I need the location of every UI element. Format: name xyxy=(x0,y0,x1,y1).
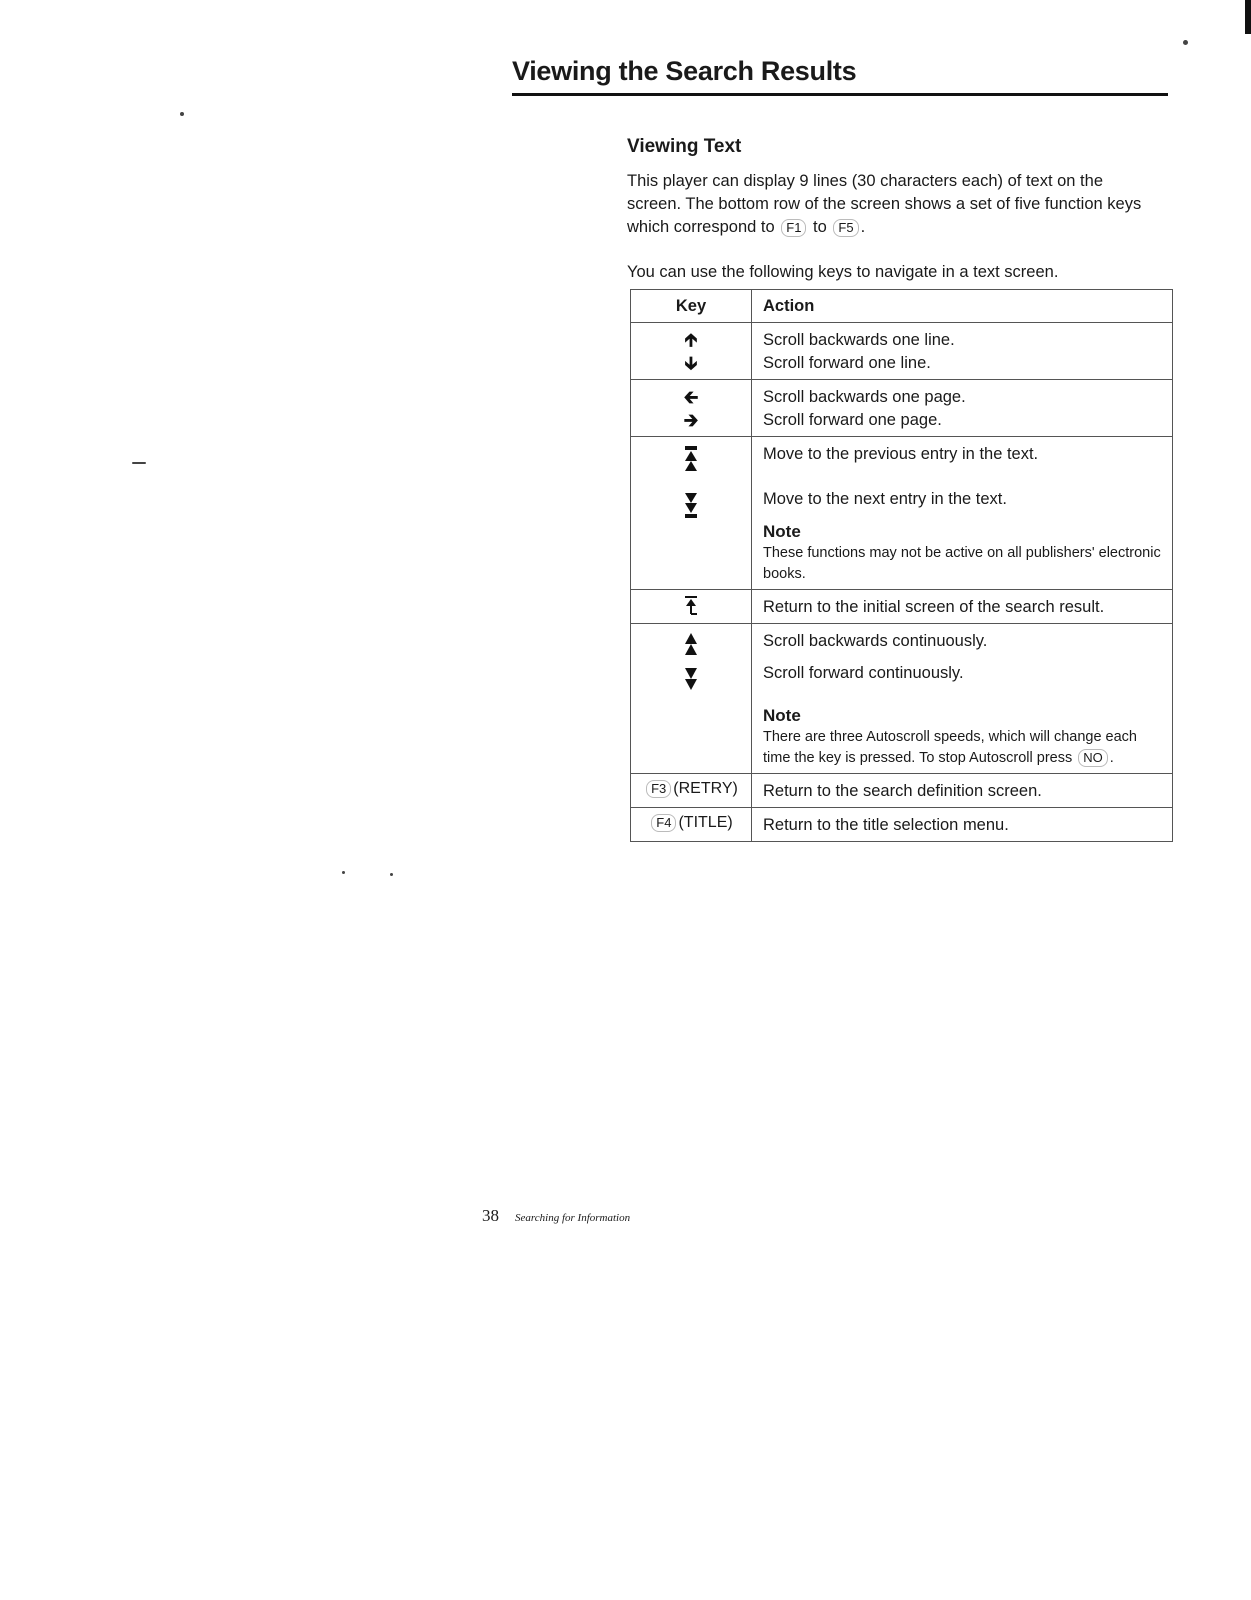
scan-speck xyxy=(1183,40,1188,45)
nav-intro: You can use the following keys to navigate in a text screen. xyxy=(627,263,1059,281)
arrow-down-icon: 🡳 xyxy=(684,353,698,373)
action-text: Move to the previous entry in the text. xyxy=(763,445,1039,463)
action-cell xyxy=(752,437,1173,590)
key-cell xyxy=(631,437,752,590)
note-title: Note xyxy=(763,706,801,725)
action-cell xyxy=(752,774,1173,808)
action-text: Scroll backwards one line. xyxy=(763,331,955,349)
title-label: (TITLE) xyxy=(678,814,733,831)
no-key-label: NO xyxy=(1078,749,1108,767)
key-action-table xyxy=(630,289,1173,842)
table-row xyxy=(631,624,1173,774)
autoscroll-up-icon xyxy=(684,632,698,658)
key-cell xyxy=(631,808,752,842)
return-initial-icon xyxy=(683,595,699,617)
retry-label: (RETRY) xyxy=(673,780,738,797)
note-text xyxy=(763,727,1164,769)
action-text: Scroll backwards continuously. xyxy=(763,632,988,650)
f3-key-label: F3 xyxy=(646,780,671,798)
autoscroll-down-icon xyxy=(684,666,698,692)
note-text-body: There are three Autoscroll speeds, which will change each time the key is pressed. To stop Autoscroll press xyxy=(763,729,1137,766)
footer-section: Searching for Information xyxy=(515,1212,631,1224)
table-row xyxy=(631,808,1173,842)
key-cell xyxy=(631,380,752,437)
section-title: Viewing Text xyxy=(627,136,742,157)
page-number: 38 xyxy=(482,1206,499,1225)
scan-speck xyxy=(132,462,146,464)
f5-key-label: F5 xyxy=(833,219,858,237)
f4-key-label: F4 xyxy=(651,814,676,832)
scan-speck xyxy=(180,112,184,116)
table-row xyxy=(631,380,1173,437)
note-end: . xyxy=(1109,750,1114,766)
action-text: Scroll forward one page. xyxy=(763,411,942,429)
intro-paragraph xyxy=(627,170,1147,239)
action-cell xyxy=(752,323,1173,380)
action-cell xyxy=(752,590,1173,624)
key-cell xyxy=(631,590,752,624)
table-row xyxy=(631,437,1173,590)
action-text: Move to the next entry in the text. xyxy=(763,490,1007,508)
action-text: Scroll forward one line. xyxy=(763,354,931,372)
arrow-up-icon: 🡱 xyxy=(684,330,698,350)
table-row xyxy=(631,323,1173,380)
action-text: Return to the search definition screen. xyxy=(763,782,1042,800)
key-cell xyxy=(631,624,752,774)
key-cell xyxy=(631,323,752,380)
key-column-header: Key xyxy=(631,290,752,323)
page-footer xyxy=(482,1206,630,1226)
arrow-right-icon: 🡲 xyxy=(683,410,699,430)
action-cell xyxy=(752,808,1173,842)
intro-text: This player can display 9 lines (30 characters each) of text on the screen. The bottom row of the screen shows a set of five function keys which correspond to xyxy=(627,172,1142,236)
action-cell xyxy=(752,380,1173,437)
action-text: Return to the initial screen of the search result. xyxy=(763,598,1105,616)
arrow-left-icon: 🡰 xyxy=(683,387,699,407)
action-column-header: Action xyxy=(752,290,1173,323)
note-text: These functions may not be active on all publishers' electronic books. xyxy=(763,545,1161,582)
action-text: Return to the title selection menu. xyxy=(763,816,1009,834)
intro-between: to xyxy=(813,218,827,236)
table-header-row xyxy=(631,290,1173,323)
table-row xyxy=(631,590,1173,624)
note-title: Note xyxy=(763,522,801,541)
key-cell xyxy=(631,774,752,808)
page-edge-mark xyxy=(1245,0,1251,34)
page-title: Viewing the Search Results xyxy=(512,56,1168,96)
action-text: Scroll backwards one page. xyxy=(763,388,966,406)
f1-key-label: F1 xyxy=(781,219,806,237)
scan-speck xyxy=(390,873,393,876)
action-cell xyxy=(752,624,1173,774)
action-text: Scroll forward continuously. xyxy=(763,664,964,682)
intro-end: . xyxy=(860,218,866,236)
table-row xyxy=(631,774,1173,808)
scan-speck xyxy=(342,871,345,874)
next-entry-icon xyxy=(684,489,698,519)
previous-entry-icon xyxy=(684,445,698,475)
